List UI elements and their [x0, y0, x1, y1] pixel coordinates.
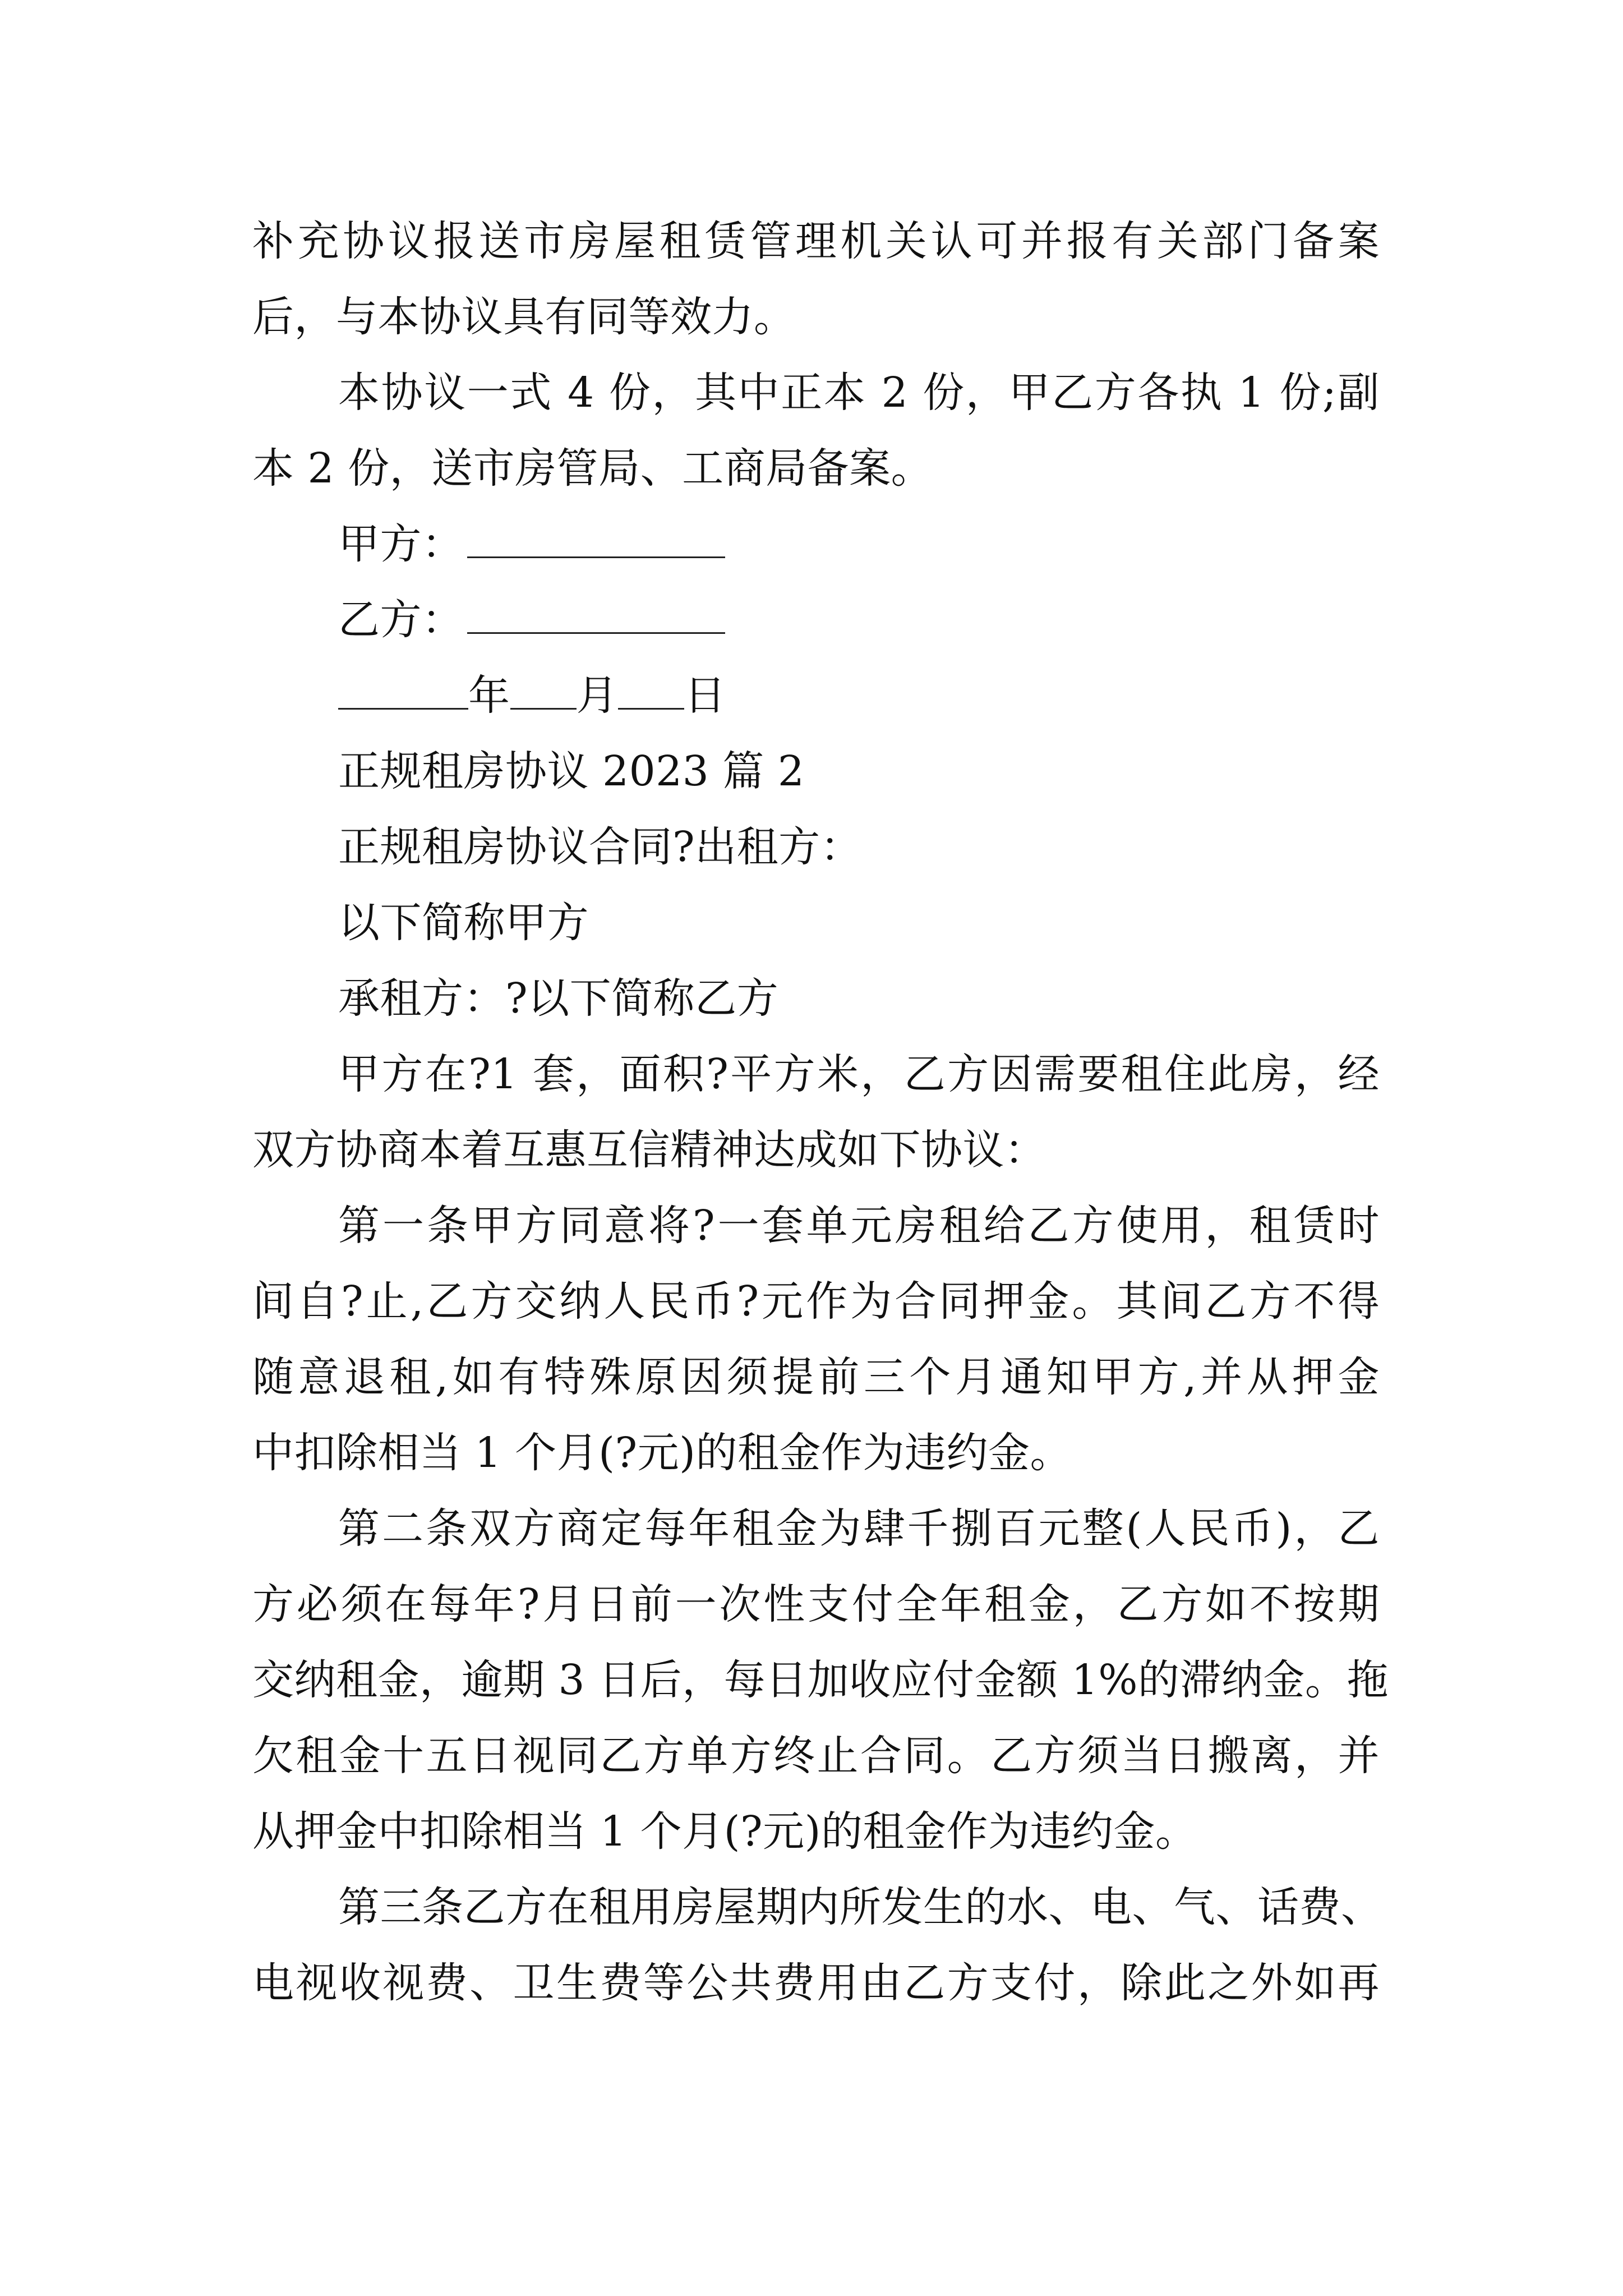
day-blank — [618, 673, 684, 710]
signature-date — [338, 668, 726, 724]
month-blank — [510, 673, 577, 710]
paragraph-line: 补充协议报送市房屋租赁管理机关认可并报有关部门备案 — [252, 217, 1380, 265]
paragraph-line: 方必须在每年?月日前一次性支付全年租金，乙方如不按期 — [252, 1580, 1380, 1628]
party-a-signature — [338, 516, 725, 572]
paragraph-line: 第二条双方商定每年租金为肆千捌百元整(人民币)，乙 — [338, 1504, 1380, 1553]
party-a-label: 甲方： — [338, 520, 464, 568]
paragraph-line: 承租方：?以下简称乙方 — [338, 974, 779, 1023]
paragraph-line: 中扣除相当 1 个月(?元)的租金作为违约金。 — [252, 1429, 1072, 1477]
paragraph-line: 第一条甲方同意将?一套单元房租给乙方使用，租赁时 — [338, 1202, 1380, 1250]
day-label: 日 — [684, 671, 726, 720]
year-blank — [338, 673, 468, 710]
section-heading: 正规租房协议 2023 篇 2 — [338, 747, 805, 795]
party-b-signature-blank — [467, 597, 725, 634]
paragraph-line: 以下简称甲方 — [338, 899, 589, 947]
party-b-signature — [338, 592, 725, 648]
paragraph-line: 本协议一式 4 份，其中正本 2 份，甲乙方各执 1 份;副 — [338, 369, 1380, 417]
paragraph-line: 欠租金十五日视同乙方单方终止合同。乙方须当日搬离，并 — [252, 1732, 1380, 1780]
paragraph-line: 从押金中扣除相当 1 个月(?元)的租金作为违约金。 — [252, 1807, 1197, 1856]
paragraph-line: 交纳租金，逾期 3 日后，每日加收应付金额 1%的滞纳金。拖 — [252, 1656, 1389, 1704]
paragraph-line: 电视收视费、卫生费等公共费用由乙方支付，除此之外如再 — [252, 1959, 1380, 2007]
year-label: 年 — [468, 671, 510, 720]
paragraph-line: 双方协商本着互惠互信精神达成如下协议： — [252, 1126, 1046, 1174]
paragraph-line: 随意退租,如有特殊原因须提前三个月通知甲方,并从押金 — [252, 1353, 1380, 1401]
paragraph-line: 第三条乙方在租用房屋期内所发生的水、电、气、话费、 — [338, 1883, 1383, 1931]
party-a-signature-blank — [467, 522, 725, 558]
paragraph-line: 本 2 份，送市房管局、工商局备案。 — [252, 444, 933, 493]
party-b-label: 乙方： — [338, 596, 464, 644]
paragraph-line: 正规租房协议合同?出租方： — [338, 823, 863, 871]
paragraph-line: 后，与本协议具有同等效力。 — [252, 293, 796, 341]
paragraph-line: 间自?止,乙方交纳人民币?元作为合同押金。其间乙方不得 — [252, 1277, 1380, 1326]
month-label: 月 — [576, 671, 618, 720]
paragraph-line: 甲方在?1 套，面积?平方米，乙方因需要租住此房，经 — [338, 1050, 1380, 1098]
